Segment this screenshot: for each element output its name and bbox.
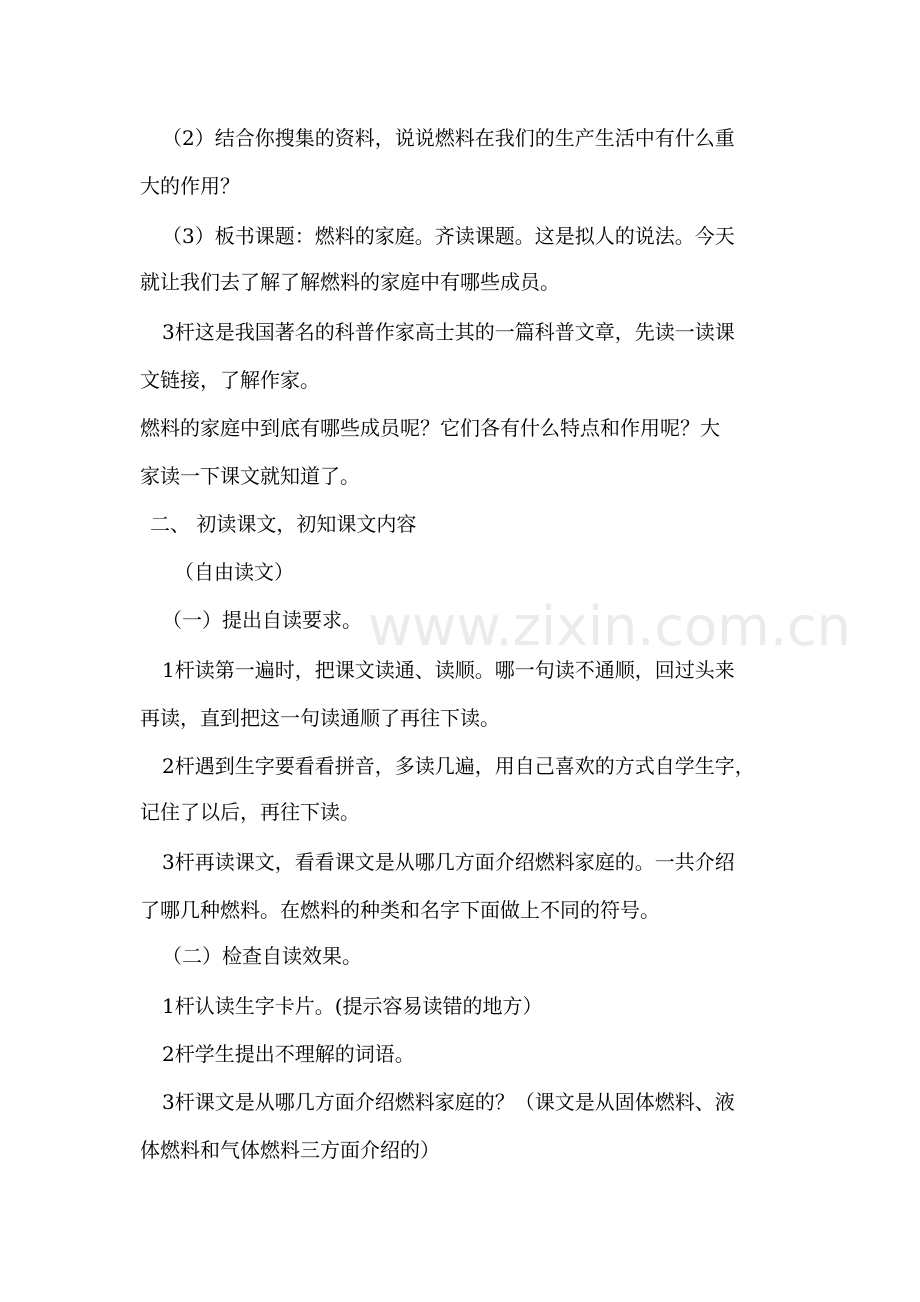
text-line: 文链接，了解作家。 [140,368,320,392]
text-line: （自由读文） [174,560,294,584]
text-line: 了哪几种燃料。在燃料的种类和名字下面做上不同的符号。 [140,898,660,922]
text-line: 就让我们去了解了解燃料的家庭中有哪些成员。 [140,270,560,294]
text-line: 1杆读第一遍时，把课文读通、读顺。哪一句读不通顺，回过头来 [162,658,735,682]
text-line: （二）检查自读效果。 [162,944,362,968]
text-line: 记住了以后，再往下读。 [140,800,360,824]
text-line: 2杆学生提出不理解的词语。 [162,1042,415,1066]
text-line: 家读一下课文就知道了。 [140,464,360,488]
text-line: 3杆课文是从哪几方面介绍燃料家庭的？（课文是从固体燃料、液 [162,1090,735,1114]
text-line: （一）提出自读要求。 [162,608,362,632]
text-line: 2杆遇到生字要看看拼音，多读几遍，用自己喜欢的方式自学生字， [162,754,755,778]
text-line: 体燃料和气体燃料三方面介绍的） [140,1138,440,1162]
text-line: （3）板书课题：燃料的家庭。齐读课题。这是拟人的说法。今天 [162,224,735,248]
text-line: 燃料的家庭中到底有哪些成员呢？它们各有什么特点和作用呢？大 [140,416,720,440]
text-line: （2）结合你搜集的资料，说说燃料在我们的生产生活中有什么重 [162,126,735,150]
text-line: 1杆认读生字卡片。(提示容易读错的地方） [162,994,543,1018]
watermark: www.zixin.com.cn [368,595,851,658]
text-line: 再读，直到把这一句读通顺了再往下读。 [140,706,500,730]
text-line: 3杆再读课文，看看课文是从哪几方面介绍燃料家庭的。一共介绍 [162,850,735,874]
text-line: 大的作用？ [140,174,240,198]
text-line: 3杆这是我国著名的科普作家高士其的一篇科普文章，先读一读课 [162,320,735,344]
section-heading: 二、 初读课文，初知课文内容 [150,512,417,536]
